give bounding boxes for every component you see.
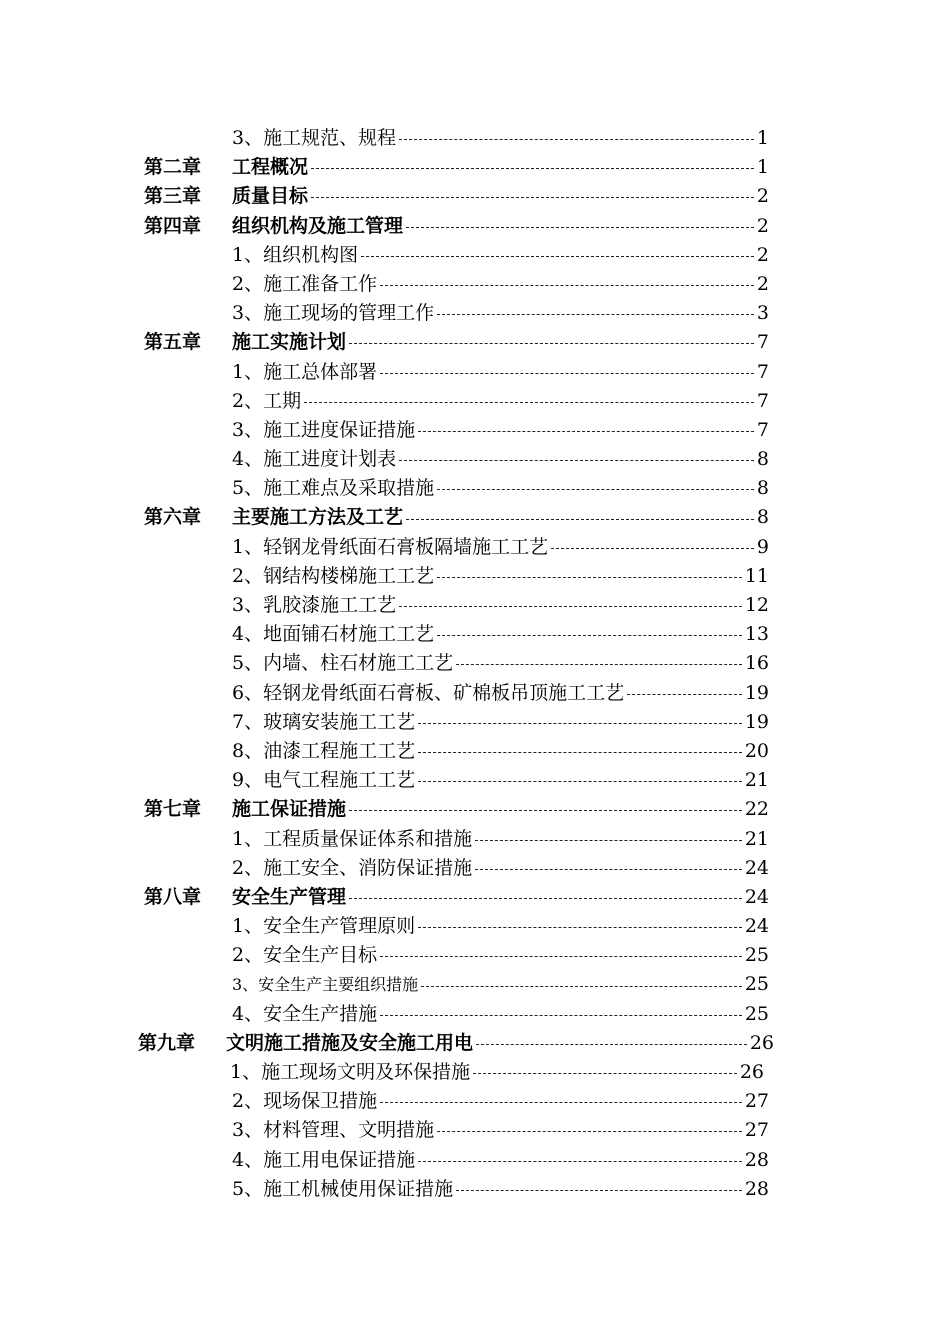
toc-entry-row <box>0 912 950 941</box>
toc-line <box>232 387 769 416</box>
toc-chapter-row <box>0 328 950 357</box>
page-number: 19 <box>744 710 769 733</box>
dot-leader <box>418 723 742 724</box>
toc-line <box>232 328 769 357</box>
toc-line <box>232 1000 769 1029</box>
table-of-contents <box>0 124 950 1204</box>
entry-title: 5、内墙、柱石材施工工艺 <box>232 652 454 675</box>
page-number: 7 <box>756 331 769 354</box>
page-number: 24 <box>744 915 769 938</box>
page-number: 28 <box>744 1148 769 1171</box>
dot-leader <box>421 986 742 987</box>
page-number: 19 <box>744 681 769 704</box>
toc-entry-row <box>0 1146 950 1175</box>
toc-entry-row <box>0 416 950 445</box>
dot-leader <box>399 606 742 607</box>
dot-leader <box>437 1131 742 1132</box>
toc-entry-row <box>0 124 950 153</box>
dot-leader <box>349 898 742 899</box>
entry-title: 1、轻钢龙骨纸面石膏板隔墙施工工艺 <box>232 535 549 558</box>
page-number: 7 <box>756 360 769 383</box>
dot-leader <box>311 168 754 169</box>
page-number: 8 <box>756 506 769 529</box>
page-number: 7 <box>756 418 769 441</box>
toc-entry-row <box>0 1175 950 1204</box>
page-number: 24 <box>744 885 769 908</box>
chapter-number: 第七章 <box>144 798 202 821</box>
page-number: 20 <box>744 739 769 762</box>
toc-line <box>232 766 769 795</box>
entry-title: 2、施工安全、消防保证措施 <box>232 856 473 879</box>
toc-entry-row <box>0 766 950 795</box>
entry-title: 施工实施计划 <box>232 331 347 354</box>
page-number: 1 <box>756 127 769 149</box>
dot-leader <box>399 139 754 140</box>
toc-chapter-row <box>0 795 950 824</box>
page-number: 25 <box>744 973 769 996</box>
toc-line <box>232 620 769 649</box>
dot-leader <box>475 840 742 841</box>
dot-leader <box>311 197 754 198</box>
toc-line <box>232 241 769 270</box>
page-number: 1 <box>756 156 769 179</box>
entry-title: 5、施工难点及采取措施 <box>232 477 435 500</box>
toc-line <box>232 474 769 503</box>
toc-chapter-row <box>0 503 950 532</box>
page-number: 21 <box>744 827 769 850</box>
entry-title: 4、施工用电保证措施 <box>232 1148 416 1171</box>
dot-leader <box>437 489 754 490</box>
toc-line <box>232 153 769 182</box>
dot-leader <box>380 373 754 374</box>
page-number: 2 <box>756 272 769 295</box>
entry-title: 2、安全生产目标 <box>232 944 378 967</box>
page-number: 8 <box>756 477 769 500</box>
toc-line <box>232 970 769 999</box>
toc-entry-row <box>0 387 950 416</box>
chapter-number: 第九章 <box>138 1031 196 1054</box>
dot-leader <box>456 1190 742 1191</box>
toc-line <box>232 795 769 824</box>
dot-leader <box>406 519 754 520</box>
entry-title: 4、施工进度计划表 <box>232 448 397 471</box>
dot-leader <box>380 956 742 957</box>
dot-leader <box>627 694 742 695</box>
dot-leader <box>380 1102 742 1103</box>
toc-line <box>232 883 769 912</box>
page-number: 12 <box>744 594 769 616</box>
dot-leader <box>349 810 742 811</box>
toc-entry-row <box>0 1087 950 1116</box>
entry-title: 5、施工机械使用保证措施 <box>232 1177 454 1200</box>
page-number: 24 <box>744 856 769 879</box>
page-number: 28 <box>744 1177 769 1200</box>
toc-entry-row <box>0 708 950 737</box>
toc-line <box>232 679 769 708</box>
toc-line <box>230 1058 764 1087</box>
entry-title: 安全生产管理 <box>232 885 347 908</box>
entry-title: 组织机构及施工管理 <box>232 214 404 237</box>
dot-leader <box>380 1015 742 1016</box>
page-number: 9 <box>756 535 769 558</box>
chapter-number: 第八章 <box>144 885 202 908</box>
toc-line <box>232 708 769 737</box>
toc-line <box>232 416 769 445</box>
entry-title: 3、安全生产主要组织措施 <box>232 975 419 995</box>
toc-entry-row <box>0 1116 950 1145</box>
page-number: 8 <box>756 448 769 471</box>
toc-entry-row <box>0 445 950 474</box>
entry-title: 工程概况 <box>232 156 309 179</box>
page-number: 27 <box>744 1119 769 1142</box>
entry-title: 4、地面铺石材施工工艺 <box>232 623 435 646</box>
dot-leader <box>349 343 754 344</box>
toc-entry-row <box>0 737 950 766</box>
dot-leader <box>418 431 754 432</box>
page-number: 27 <box>744 1090 769 1113</box>
entry-title: 3、施工规范、规程 <box>232 127 397 149</box>
toc-chapter-row <box>0 1029 950 1058</box>
entry-title: 1、施工现场文明及环保措施 <box>230 1061 471 1083</box>
toc-entry-row <box>0 270 950 299</box>
entry-title: 3、材料管理、文明措施 <box>232 1119 435 1142</box>
entry-title: 1、工程质量保证体系和措施 <box>232 827 473 850</box>
toc-entry-row <box>0 562 950 591</box>
dot-leader <box>437 635 742 636</box>
toc-line <box>232 941 769 970</box>
page-number: 2 <box>756 243 769 266</box>
toc-entry-row <box>0 854 950 883</box>
dot-leader <box>551 548 754 549</box>
chapter-number: 第六章 <box>144 506 202 529</box>
toc-entry-row <box>0 941 950 970</box>
entry-title: 6、轻钢龙骨纸面石膏板、矿棉板吊顶施工工艺 <box>232 681 625 704</box>
toc-chapter-row <box>0 182 950 211</box>
entry-title: 7、玻璃安装施工工艺 <box>232 710 416 733</box>
dot-leader <box>418 752 742 753</box>
toc-line <box>232 825 769 854</box>
entry-title: 主要施工方法及工艺 <box>232 506 404 529</box>
toc-line <box>232 1087 769 1116</box>
entry-title: 1、施工总体部署 <box>232 360 378 383</box>
toc-line <box>232 737 769 766</box>
page-number: 26 <box>739 1061 764 1083</box>
toc-line <box>232 503 769 532</box>
dot-leader <box>380 285 754 286</box>
toc-entry-row <box>0 1000 950 1029</box>
entry-title: 1、安全生产管理原则 <box>232 915 416 938</box>
page-number: 11 <box>744 564 769 587</box>
toc-chapter-row <box>0 212 950 241</box>
toc-line <box>232 212 769 241</box>
toc-line <box>232 1116 769 1145</box>
entry-title: 3、乳胶漆施工工艺 <box>232 594 397 616</box>
toc-entry-row <box>0 649 950 678</box>
entry-title: 1、组织机构图 <box>232 243 359 266</box>
page-number: 3 <box>756 302 769 325</box>
chapter-number: 第二章 <box>144 156 202 179</box>
toc-entry-row <box>0 358 950 387</box>
entry-title: 2、钢结构楼梯施工工艺 <box>232 564 435 587</box>
dot-leader <box>418 781 742 782</box>
dot-leader <box>361 256 754 257</box>
page-number: 16 <box>744 652 769 675</box>
chapter-number: 第三章 <box>144 185 202 208</box>
toc-line <box>232 182 769 211</box>
dot-leader <box>418 1161 742 1162</box>
entry-title: 3、施工现场的管理工作 <box>232 302 435 325</box>
entry-title: 2、施工准备工作 <box>232 272 378 295</box>
toc-line <box>232 562 769 591</box>
toc-line <box>232 358 769 387</box>
toc-line <box>232 299 769 328</box>
toc-entry-row <box>0 533 950 562</box>
toc-line <box>232 591 769 620</box>
entry-title: 3、施工进度保证措施 <box>232 418 416 441</box>
page-number: 26 <box>749 1031 774 1054</box>
entry-title: 文明施工措施及安全施工用电 <box>226 1031 474 1054</box>
toc-line <box>232 1175 769 1204</box>
page-number: 21 <box>744 769 769 792</box>
entry-title: 2、现场保卫措施 <box>232 1090 378 1113</box>
page-number: 13 <box>744 623 769 646</box>
entry-title: 质量目标 <box>232 185 309 208</box>
toc-line <box>226 1029 774 1058</box>
toc-line <box>232 533 769 562</box>
toc-entry-row <box>0 591 950 620</box>
page-number: 25 <box>744 1002 769 1025</box>
entry-title: 施工保证措施 <box>232 798 347 821</box>
entry-title: 4、安全生产措施 <box>232 1002 378 1025</box>
page-number: 7 <box>756 389 769 412</box>
chapter-number: 第四章 <box>144 214 202 237</box>
toc-entry-row <box>0 474 950 503</box>
dot-leader <box>437 314 754 315</box>
toc-entry-row <box>0 299 950 328</box>
page-number: 22 <box>744 798 769 821</box>
dot-leader <box>456 664 742 665</box>
dot-leader <box>304 402 754 403</box>
dot-leader <box>475 869 742 870</box>
toc-line <box>232 270 769 299</box>
page-number: 25 <box>744 944 769 967</box>
toc-chapter-row <box>0 883 950 912</box>
entry-title: 9、电气工程施工工艺 <box>232 769 416 792</box>
toc-entry-row <box>0 679 950 708</box>
entry-title: 2、工期 <box>232 389 302 412</box>
dot-leader <box>476 1044 747 1045</box>
toc-chapter-row <box>0 153 950 182</box>
dot-leader <box>418 927 742 928</box>
toc-entry-row <box>0 970 950 999</box>
toc-line <box>232 854 769 883</box>
chapter-number: 第五章 <box>144 331 202 354</box>
toc-entry-row <box>0 620 950 649</box>
toc-line <box>232 445 769 474</box>
toc-line <box>232 649 769 678</box>
dot-leader <box>473 1073 737 1074</box>
toc-line <box>232 912 769 941</box>
toc-line <box>232 1146 769 1175</box>
toc-entry-row <box>0 241 950 270</box>
page-number: 2 <box>756 185 769 208</box>
toc-entry-row <box>0 1058 950 1087</box>
page-number: 2 <box>756 214 769 237</box>
dot-leader <box>437 577 742 578</box>
toc-line <box>232 124 769 153</box>
toc-entry-row <box>0 825 950 854</box>
dot-leader <box>399 460 754 461</box>
entry-title: 8、油漆工程施工工艺 <box>232 739 416 762</box>
dot-leader <box>406 227 754 228</box>
